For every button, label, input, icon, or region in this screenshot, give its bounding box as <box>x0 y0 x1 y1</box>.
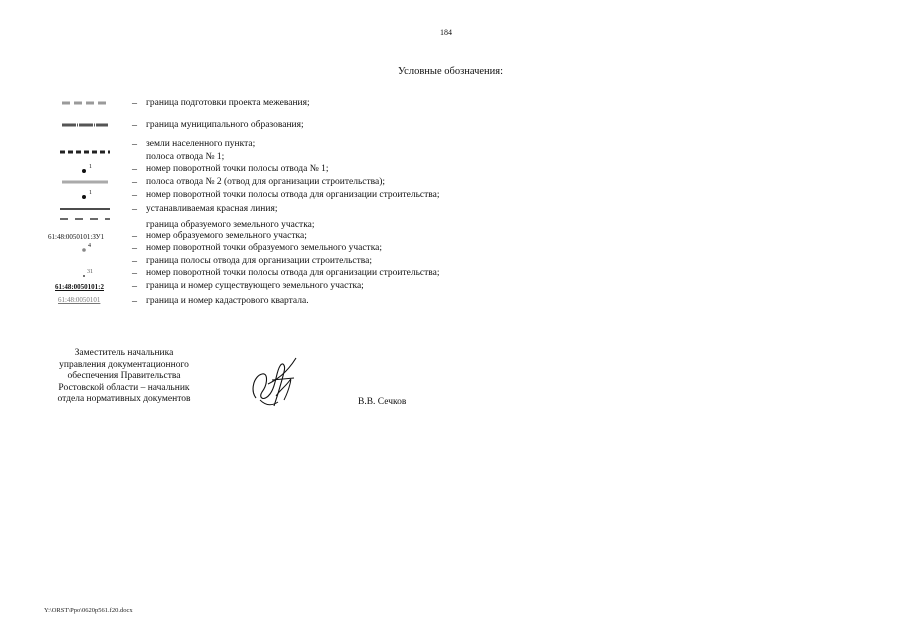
page-number: 184 <box>440 28 452 37</box>
legend-text: граница полосы отвода для организации строительства; <box>146 256 373 266</box>
legend-text: граница муниципального образования; <box>146 120 304 130</box>
legend-dash: – <box>132 268 137 279</box>
legend-text: номер поворотной точки полосы отвода № 1; <box>146 164 329 174</box>
point-symbol <box>40 267 128 280</box>
point-number: 1 <box>89 164 92 170</box>
legend-dash: – <box>132 231 137 242</box>
legend-row-red-line <box>0 203 905 216</box>
legend-text-strip1: полоса отвода № 1; <box>146 152 225 162</box>
legend-dash: – <box>132 164 137 175</box>
point-number: 31 <box>87 269 93 275</box>
signatory-name: В.В. Сечков <box>358 397 407 407</box>
legend-row-strip2-point <box>0 189 905 202</box>
legend-row-strip2 <box>0 176 905 189</box>
legend-text: устанавливаемая красная линия; <box>146 204 278 214</box>
legend-dash: – <box>132 98 137 109</box>
strip1-dashed-symbol <box>40 147 128 160</box>
legend-text: номер поворотной точки полосы отвода для организации строительства; <box>146 268 440 278</box>
legend-dash: – <box>132 243 137 254</box>
footer-file-path: Y:\ORST\Ppo\0620p561.f20.docx <box>44 607 133 614</box>
legend-text: граница и номер существующего земельного участка; <box>146 281 364 291</box>
legend-text: номер поворотной точки полосы отвода для организации строительства; <box>146 190 440 200</box>
legend-text-formed-plot-boundary: граница образуемого земельного участка; <box>146 220 315 230</box>
signatory-line: отдела нормативных документов <box>57 394 191 405</box>
signatory-line: управления документационного <box>59 359 189 370</box>
legend-dash: – <box>132 296 137 307</box>
legend-dash: – <box>132 204 137 215</box>
legend-dash: – <box>132 139 137 150</box>
legend-dash: – <box>132 256 137 267</box>
point-symbol <box>40 189 128 202</box>
point-number: 1 <box>89 190 92 196</box>
cadastral-code: 61:48:0050101 <box>58 296 101 304</box>
legend-row-cadastral-quarter <box>0 295 905 308</box>
legend-text: номер поворотной точки образуемого земельного участка; <box>146 243 383 253</box>
signatory-title <box>44 348 204 406</box>
signatory-line: обеспечения Правительства <box>67 371 181 382</box>
legend-text: граница и номер кадастрового квартала. <box>146 296 309 306</box>
point-symbol <box>40 163 128 176</box>
legend-title: Условные обозначения: <box>398 66 504 77</box>
legend-text: граница подготовки проекта межевания; <box>146 98 310 108</box>
legend-row-strip1-point <box>0 163 905 176</box>
legend-dash: – <box>132 120 137 131</box>
point-number: 4 <box>88 243 91 249</box>
legend-row-settlement-lands <box>0 138 905 151</box>
signatory-line: Заместитель начальника <box>74 348 174 358</box>
legend-dash: – <box>132 177 137 188</box>
signatory-line: Ростовской области – начальник <box>58 382 190 393</box>
legend-row-formed-plot-point <box>0 242 905 255</box>
formed-plot-code: 61:48:0050101:ЗУ1 <box>48 233 105 241</box>
legend-row-boundary-municipal <box>0 119 905 132</box>
existing-plot-code: 61:48:0050101:2 <box>55 283 104 291</box>
municipal-boundary-symbol <box>40 119 128 132</box>
gray-dashed-line-symbol <box>40 97 128 110</box>
legend-row-existing-plot <box>0 280 905 293</box>
legend-row-boundary-project <box>0 97 905 110</box>
legend-text: земли населенного пункта; <box>146 139 256 149</box>
strip2-line-symbol <box>40 176 128 189</box>
legend-row-strip-construction-point <box>0 267 905 280</box>
legend-text: номер образуемого земельного участка; <box>146 231 307 241</box>
point-symbol <box>40 242 128 255</box>
handwritten-signature <box>246 350 306 412</box>
legend-text: полоса отвода № 2 (отвод для организации строительства); <box>146 177 386 187</box>
legend-dash: – <box>132 190 137 201</box>
formed-plot-boundary-symbol <box>40 214 128 227</box>
legend-dash: – <box>132 281 137 292</box>
